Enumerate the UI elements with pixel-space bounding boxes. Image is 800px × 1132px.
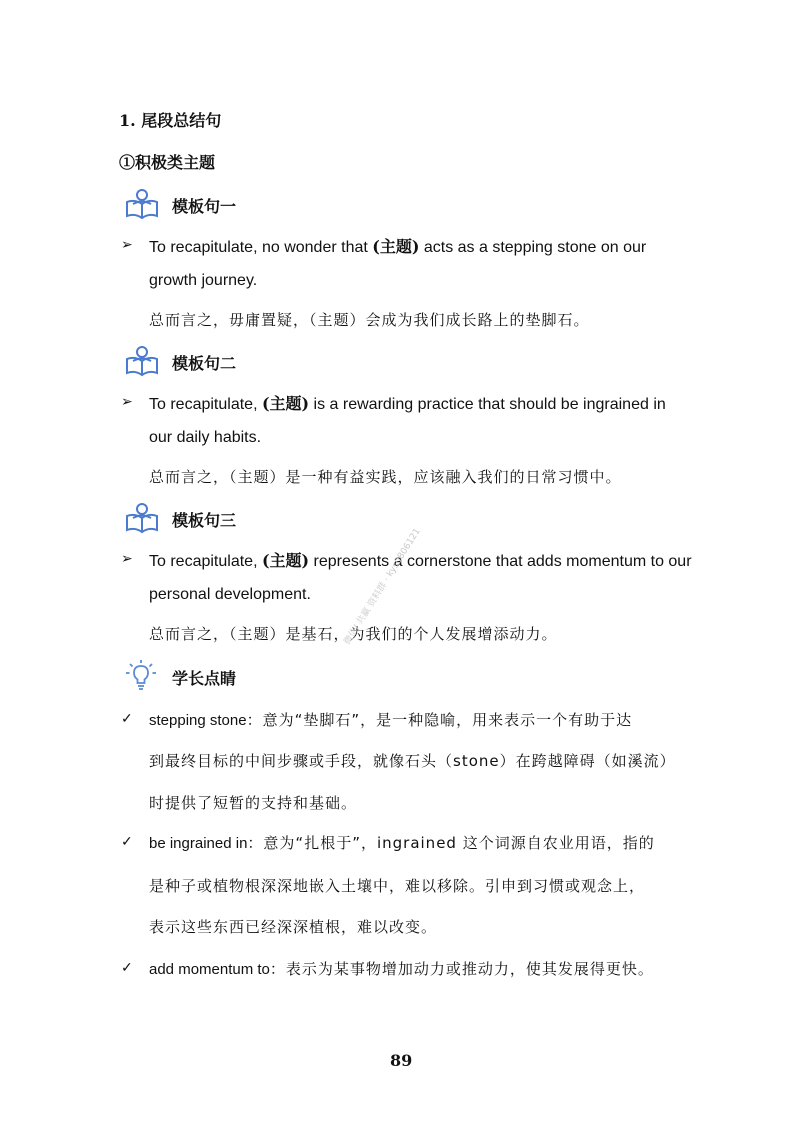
tip-1-line2: 到最终目标的中间步骤或手段，就像石头（stone）在跨越障碍（如溪流） — [149, 752, 676, 770]
template-1-english-line2: growth journey. — [149, 272, 258, 289]
template-2-chinese: 总而言之，（主题）是一种有益实践，应该融入我们的日常习惯中。 — [149, 468, 622, 486]
tip-2-line3: 表示这些东西已经深深植根，难以改变。 — [149, 918, 438, 936]
checkmark-icon: ✓ — [121, 711, 133, 727]
template-1-title: 模板句一 — [172, 197, 237, 216]
tip-1-line3: 时提供了短暂的支持和基础。 — [149, 794, 358, 812]
reader-icon — [124, 188, 160, 220]
tip-2-line1: be ingrained in：意为“扎根于”，ingrained 这个词源自农业用语，指的 — [149, 834, 655, 852]
section-title: 1. 尾段总结句 — [119, 111, 222, 130]
template-3-english-line1: To recapitulate, (主题) represents a cornerstone that adds momentum to our — [149, 551, 692, 570]
template-2-english-line2: our daily habits. — [149, 429, 262, 446]
tips-title: 学长点睛 — [172, 669, 237, 688]
tip-2-line2: 是种子或植物根深深地嵌入土壤中，难以移除。引申到习惯或观念上， — [149, 877, 646, 895]
template-1-english-line1: To recapitulate, no wonder that (主题) acts as a stepping stone on our — [149, 237, 647, 256]
page-number: 89 — [390, 1051, 413, 1070]
watermark: 微信/ 共赢 资料群 · kys0806121 — [342, 526, 423, 647]
arrow-bullet-icon: ➢ — [121, 551, 133, 567]
template-1-chinese: 总而言之，毋庸置疑，（主题）会成为我们成长路上的垫脚石。 — [149, 311, 590, 329]
reader-icon — [124, 345, 160, 377]
tip-1-line1: stepping stone：意为“垫脚石”，是一种隐喻，用来表示一个有助于达 — [149, 711, 633, 729]
template-3-english-line2: personal development. — [149, 586, 311, 603]
checkmark-icon: ✓ — [121, 834, 133, 850]
subsection-title: ①积极类主题 — [119, 153, 216, 172]
checkmark-icon: ✓ — [121, 960, 133, 976]
tip-3-line1: add momentum to：表示为某事物增加动力或推动力，使其发展得更快。 — [149, 960, 654, 978]
template-3-chinese: 总而言之，（主题）是基石，为我们的个人发展增添动力。 — [149, 625, 558, 643]
lightbulb-icon — [124, 658, 158, 692]
template-2-title: 模板句二 — [172, 354, 237, 373]
template-2-english-line1: To recapitulate, (主题) is a rewarding practice that should be ingrained in — [149, 394, 666, 413]
arrow-bullet-icon: ➢ — [121, 394, 133, 410]
template-3-title: 模板句三 — [172, 511, 237, 530]
arrow-bullet-icon: ➢ — [121, 237, 133, 253]
reader-icon — [124, 502, 160, 534]
